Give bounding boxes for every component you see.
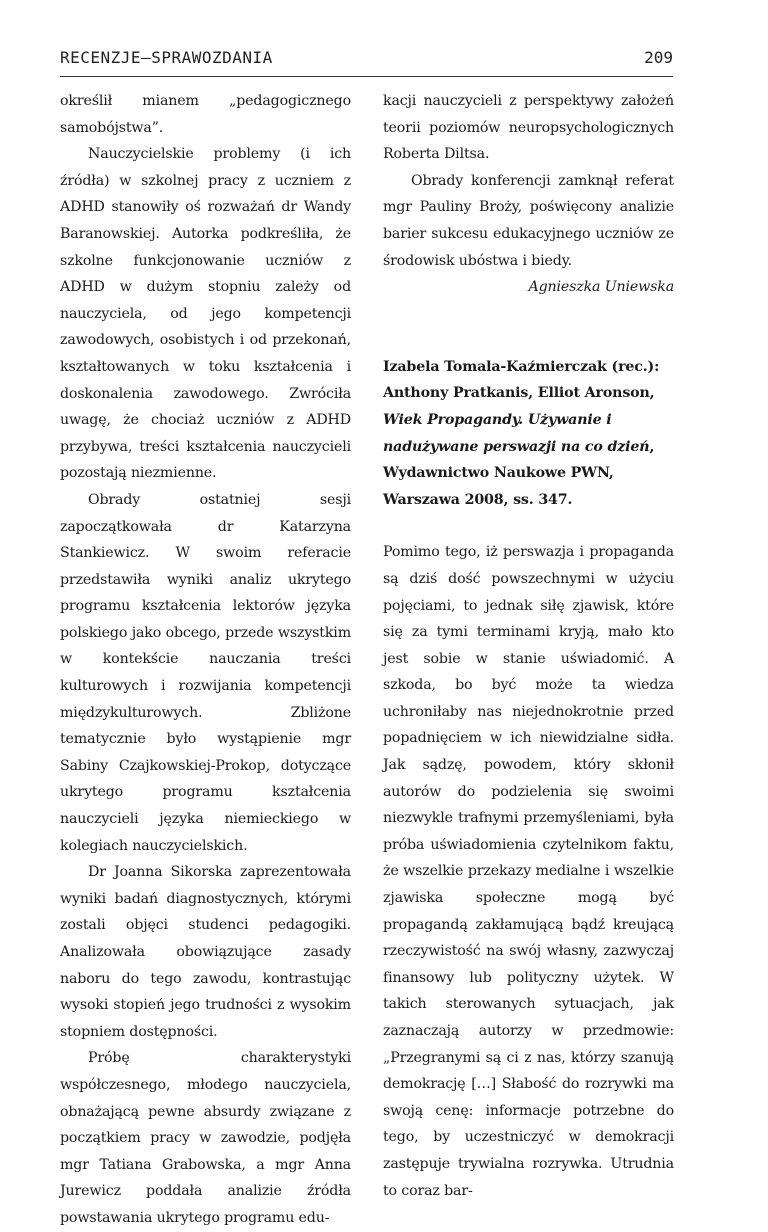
review-publisher: , Wydawnictwo Naukowe PWN, Warszawa 2008, ss. 347. <box>383 438 655 508</box>
paragraph: Obrady konferencji zamknął referat mgr Pauliny Broży, poświęcony analizie barier sukcesu edukacyjnego uczniów ze środowisk ubóstwa i biedy. <box>383 172 674 269</box>
author-signature: Agnieszka Uniewska <box>528 279 674 296</box>
spacer <box>383 513 674 539</box>
page-number: 209 <box>644 48 673 67</box>
review-book-title: Wiek Propagandy. Używanie i nadużywane perswazji na co dzień <box>383 411 650 455</box>
paragraph: Pomimo tego, iż perswazja i propaganda są dziś dość powszechnymi w użyciu pojęciami, to jednak siłę zjawisk, które się za tymi terminami kryją, mało kto jest sobie w stanie uświadomić. A szkoda, bo być może ta wiedza uchroniłaby nas niejednokrotnie przed popadnięciem w ich niewidzialne sidła. Jak sądzę, powodem, który skłonił autorów do podzielenia się swoimi niezwykle trafnymi przemyśleniami, była próba uświadomienia czytelnikom faktu, że wszelkie przekazy medialne i wszelkie zjawiska społeczne mogą być propagandą zakłamującą bądź kreującą rzeczywistość na swój własny, zazwyczaj finansowy lub polityczny użytek. W takich sterowanych sytuacjach, jak zaznaczają autorzy w przedmowie: „Przegranymi są ci z nas, którzy szanują demokrację […] Słabość do rozrywki ma swoją cenę: informacje potrzebne do tego, by uczestniczyć w demokracji zastępuje trywialna rozrywka. Utrudnia to coraz bar- <box>383 544 674 1199</box>
page-header <box>60 44 673 77</box>
paragraph: określił mianem „pedagogicznego samobójstwa”. <box>60 93 351 136</box>
running-title: RECENZJE–SPRAWOZDANIA <box>60 48 273 67</box>
paragraph: kacji nauczycieli z perspektywy założeń teorii poziomów neuropsychologicznych Roberta Diltsa. <box>383 93 674 163</box>
paragraph: Próbę charakterystyki współczesnego, młodego nauczyciela, obnażającą pewne absurdy związane z początkiem pracy w zawodzie, podjęła mgr Tatiana Grabowska, a mgr Anna Jurewicz poddała analizie źródła powstawania ukrytego programu edu- <box>60 1050 351 1226</box>
paragraph: Dr Joanna Sikorska zaprezentowała wyniki badań diagnostycznych, którymi zostali objęci studenci pedagogiki. Analizowała obowiązujące zasady naboru do tego zawodu, kontrastując wysoki stopień jego trudności z wysokim stopniem dostępności. <box>60 864 351 1040</box>
paragraph: Nauczycielskie problemy (i ich źródła) w szkolnej pracy z uczniem z ADHD stanowiły oś rozważań dr Wandy Baranowskiej. Autorka podkreśliła, że szkolne funkcjonowanie uczniów z ADHD w dużym stopniu zależy od nauczyciela, od jego kompetencji zawodowych, osobistych i od przekonań, kształtowanych w toku kształcenia i doskonalenia zawodowego. Zwróciła uwagę, że chociaż uczniów z ADHD przybywa, treści kształcenia nauczycieli pozostają niezmienne. <box>60 146 351 482</box>
right-column <box>383 88 674 1204</box>
review-authors: Izabela Tomala-Kaźmierczak (rec.): Anthony Pratkanis, Elliot Aronson, <box>383 358 660 402</box>
review-heading <box>383 354 674 514</box>
paragraph: Obrady ostatniej sesji zapoczątkowała dr Katarzyna Stankiewicz. W swoim referacie przedstawiła wyniki analiz ukrytego programu kształcenia lektorów języka polskiego jako obcego, przede wszystkim w kontekście nauczania treści kulturowych i rozwijania kompetencji międzykulturowych. Zbliżone tematycznie było wystąpienie mgr Sabiny Czajkowskiej-Prokop, dotyczące ukrytego programu kształcenia nauczycieli języka niemieckiego w kolegiach nauczycielskich. <box>60 491 351 854</box>
left-column <box>60 88 351 1232</box>
